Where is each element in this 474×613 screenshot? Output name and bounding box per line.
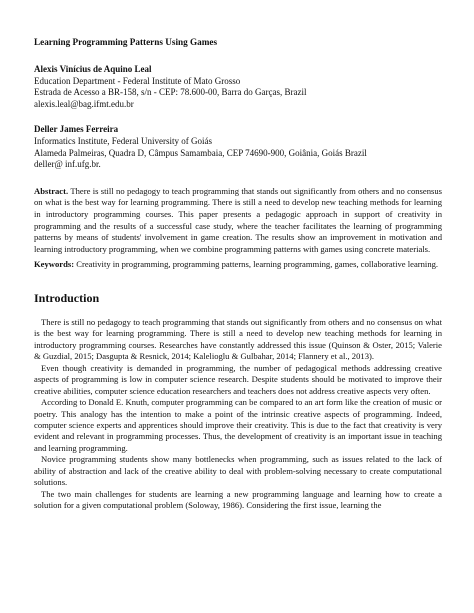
keywords-text: Creativity in programming, programming patterns, learning programming, games, collaborative learning.	[76, 259, 439, 270]
paragraph: According to Donald E. Knuth, computer programming can be compared to an art form like the creation of music or poetry. This analogy has the intention to make a point of the intrinsic creative aspects of programming. Indeed, computer science experts and apprentices should improve their creativity. This is due to the fact that creativity is very evident and relevant in programming processes. Thus, the development of creativity is an important issue in teaching and learning programming.	[34, 397, 442, 453]
keywords	[34, 259, 442, 271]
author-address: Alameda Palmeiras, Quadra D, Câmpus Samambaia, CEP 74690-900, Goiânia, Goiás Brazil	[34, 147, 367, 158]
keywords-label: Keywords:	[34, 259, 75, 270]
introduction-body	[34, 317, 442, 512]
abstract	[34, 186, 442, 256]
abstract-label: Abstract.	[34, 185, 69, 196]
section-heading-introduction: Introduction	[34, 290, 100, 305]
paper-page	[34, 36, 442, 512]
paragraph: Novice programming students show many bottlenecks when programming, such as issues related to the lack of ability of abstraction and lack of the creative ability to deal with problem-solving necessary to create computational solutions.	[34, 454, 442, 488]
author-name: Alexis Vinícius de Aquino Leal	[34, 64, 152, 74]
paragraph: The two main challenges for students are learning a new programming language and learning how to create a solution for a given computational problem (Soloway, 1986). Considering the first issue, learning the	[34, 488, 442, 511]
author-name: Deller James Ferreira	[34, 124, 119, 135]
abstract-text: There is still no pedagogy to teach programming that stands out significantly from others and no consensus on what is the best way for learning programming. There is still a need to develop new teaching methods for learning in introductory programming courses. This paper presents a pedagogic approach in support of creativity in programming and the results of a successful case study, where the teacher facilitates the learning of programming patterns by means of students' involvement in game creation. The results show an improvement in motivation and learning introductory programming, when we combine programming patterns with games using concrete materials.	[34, 185, 442, 254]
paragraph: Even though creativity is demanded in programming, the number of pedagogical methods addressing creative aspects of programming is low in computer science research. Despite students should be motivated to improve their creative abilities, computer science education researchers and teachers does not address creative aspects very often.	[34, 362, 442, 396]
author-email: alexis.leal@bag.ifmt.edu.br	[34, 98, 134, 109]
paper-title: Learning Programming Patterns Using Games	[34, 37, 218, 47]
author-block-2	[34, 124, 442, 170]
author-block-1	[34, 64, 442, 110]
author-affiliation: Informatics Institute, Federal University of Goiás	[34, 135, 212, 146]
author-address: Estrada de Acesso a BR-158, s/n - CEP: 78.600-00, Barra do Garças, Brazil	[34, 87, 307, 98]
author-email: deller@ inf.ufg.br.	[34, 159, 101, 170]
author-affiliation: Education Department - Federal Institute of Mato Grosso	[34, 75, 241, 86]
paragraph: There is still no pedagogy to teach programming that stands out significantly from others and no consensus on what is the best way for learning programming. There is still a need to develop new teaching methods for learning in introductory programming courses. Researches have constantly addressed this issue (Quinson & Oster, 2015; Valerie & Guzdial, 2015; Dasgupta & Resnick, 2014; Kalelioglu & Gulbahar, 2014; Flannery et al., 2013).	[34, 316, 442, 362]
